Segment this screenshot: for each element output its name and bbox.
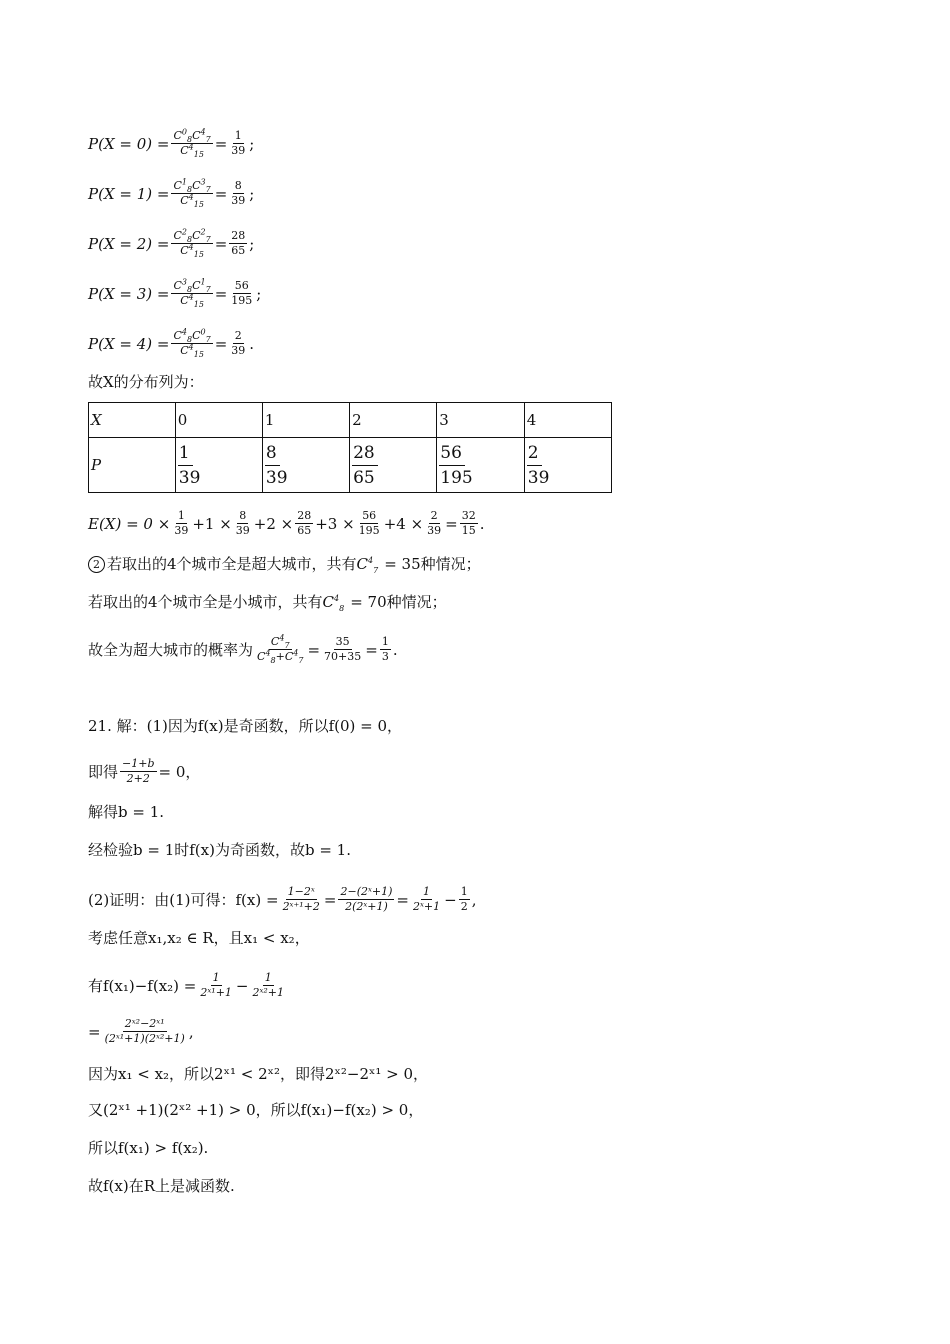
frac-den: 39 (231, 194, 246, 207)
frac-den: 2+2 (126, 772, 150, 785)
frac-den: (2ˣ¹+1)(2ˣ²+1) (104, 1032, 185, 1045)
fraction (357, 510, 382, 537)
frac-den: 15 (461, 524, 476, 537)
frac-num: 1−2ˣ (287, 885, 315, 898)
fraction (172, 510, 190, 537)
term-op: +1 × (192, 514, 232, 533)
frac-den: 2ˣ+1 (412, 900, 441, 913)
q21-line6 (88, 928, 310, 948)
equals: = (214, 334, 228, 353)
frac-num: 2 (234, 329, 242, 342)
q21-line1 (88, 716, 402, 736)
frac-num: 28 (297, 509, 312, 522)
part2-line1 (88, 554, 481, 574)
probability-lhs: P(X = 1) = (88, 184, 170, 203)
table-cell: 3 (437, 403, 524, 438)
combination: $C^4_8$ (322, 593, 345, 613)
frac-den: $C^4_{15}$ (180, 192, 204, 210)
fraction (459, 886, 470, 913)
frac-den: 2ˣ⁺¹+2 (282, 900, 320, 913)
frac-num: 1 (178, 442, 193, 466)
table-row (89, 403, 612, 438)
fraction (229, 280, 254, 307)
probability-lhs: P(X = 2) = (88, 234, 170, 253)
expectation-lhs: E(X) = 0 × (88, 514, 171, 533)
fraction (103, 1018, 187, 1045)
frac-den: 39 (265, 467, 288, 488)
part2-text: 若取出的4个城市全是小城市，共有 (88, 593, 323, 611)
frac-den: 2ˣ²+1 (252, 986, 285, 999)
fraction (265, 442, 289, 489)
fraction (250, 972, 286, 999)
fraction (178, 442, 202, 489)
part2-text: 若取出的4个城市全是超大城市，共有 (107, 555, 357, 573)
fraction (120, 758, 156, 785)
fraction (229, 330, 247, 357)
frac-num: 2 (430, 509, 438, 522)
part2-line3: 故全为超大城市的概率为 $\frac{C^4_7}{C^4_8+C^4_7}$ = $\frac{35}{70+35}$ = $\frac{1}{3}$ . (88, 633, 398, 666)
frac-den: $C^4_{15}$ (180, 142, 204, 160)
punctuation: ; (256, 284, 262, 303)
frac-den: 195 (440, 467, 473, 488)
fraction (527, 442, 551, 489)
frac-den: 39 (427, 524, 442, 537)
frac-den: 195 (231, 294, 253, 307)
table-cell: X (89, 403, 176, 438)
frac-den: 39 (235, 524, 250, 537)
fraction (411, 886, 442, 913)
punctuation: ; (249, 134, 255, 153)
q21-line8: = $\frac{\text{2ˣ²−2ˣ¹}}{\text{(2ˣ¹+1)(2ˣ²+1)}}$ , (88, 1017, 194, 1045)
punctuation: ; (249, 184, 255, 203)
fraction (198, 972, 234, 999)
frac-den: 2ˣ¹+1 (200, 986, 232, 999)
frac-num: 1 (460, 885, 468, 898)
q21-text: 经检验b = 1时f(x)为奇函数，故b = 1. (88, 841, 351, 859)
frac-num: 8 (265, 442, 280, 466)
q21-line4 (88, 840, 351, 860)
probability-line (88, 277, 262, 310)
q21-line9 (88, 1064, 428, 1084)
frac-den: 39 (231, 344, 246, 357)
equals: = (214, 184, 228, 203)
fraction (229, 180, 247, 207)
frac-num: 2 (527, 442, 542, 466)
frac-num: 56 (439, 442, 465, 466)
table-row (89, 438, 612, 493)
period: . (479, 514, 485, 533)
frac-num: 35 (335, 635, 350, 648)
frac-num: $C^4_7$ (270, 633, 290, 651)
frac-num: 28 (352, 442, 378, 466)
frac-num: $C^4_8C^0_7$ (173, 327, 211, 345)
q21-text: 解得b = 1. (88, 803, 165, 821)
fraction (352, 442, 378, 489)
table-cell (437, 438, 524, 493)
frac-den: 39 (231, 144, 246, 157)
q21-text: 21. 解：(1)因为f(x)是奇函数，所以f(0) = 0， (88, 717, 403, 735)
q21-text: (2)证明：由(1)可得：f(x) = (88, 890, 279, 909)
part2-text: 故全为超大城市的概率为 (88, 640, 254, 659)
equals: = (214, 284, 228, 303)
frac-den: 2(2ˣ+1) (345, 900, 388, 913)
term-op: +2 × (253, 514, 294, 533)
part2-line2 (88, 592, 447, 612)
fraction (171, 227, 212, 260)
frac-den: 195 (358, 524, 380, 537)
q21-line5: (2)证明：由(1)可得：f(x) = $\frac{\text{1−2ˣ}}{\text{2ˣ⁺¹+2}}$ = $\frac{\text{2−(2ˣ+1)}}{\text{2(2ˣ+1)}}$ = $\frac{1}{\text{2ˣ+1}}$ − $\frac{1}{2}$ , (88, 885, 477, 913)
term-op: +4 × (383, 514, 424, 533)
table-cell: P (89, 438, 176, 493)
dist-intro-text: 故X的分布列为： (88, 373, 204, 391)
period: . (392, 640, 398, 659)
part2-text: = 35种情况； (384, 555, 481, 573)
frac-den: $C^4_8+C^4_7$ (257, 648, 304, 666)
frac-den: 39 (174, 524, 189, 537)
circled-number: 2 (88, 556, 105, 573)
combination: $C^4_7$ (356, 555, 379, 575)
q21-text: 考虑任意x₁,x₂ ∈ R，且x₁ < x₂， (88, 929, 310, 947)
q21-line3 (88, 802, 164, 822)
frac-num: 56 (362, 509, 377, 522)
distribution-table (88, 402, 612, 493)
fraction (295, 510, 313, 537)
q21-line10 (88, 1100, 423, 1120)
frac-den: 2 (460, 900, 468, 913)
term-op: +3 × (315, 514, 355, 533)
frac-num: $C^1_8C^3_7$ (173, 177, 211, 195)
fraction (229, 230, 247, 257)
probability-lhs: P(X = 4) = (88, 334, 170, 353)
punctuation: ; (249, 234, 255, 253)
table-cell (262, 438, 349, 493)
q21-text: 又(2ˣ¹ +1)(2ˣ² +1) > 0，所以f(x₁)−f(x₂) > 0， (88, 1101, 424, 1119)
frac-num: −1+b (122, 757, 155, 770)
frac-num: 56 (234, 279, 249, 292)
equals: = (214, 134, 228, 153)
fraction (380, 636, 391, 663)
fraction (460, 510, 478, 537)
fraction (234, 510, 252, 537)
dist-intro (88, 372, 204, 392)
frac-num: 8 (234, 179, 242, 192)
frac-num: $C^3_8C^1_7$ (173, 277, 211, 295)
frac-den: $C^4_{15}$ (180, 342, 204, 360)
fraction (425, 510, 443, 537)
frac-num: 1 (423, 885, 431, 898)
fraction (171, 277, 212, 310)
table-cell: 2 (350, 403, 437, 438)
fraction (338, 886, 394, 913)
fraction (171, 177, 212, 210)
probability-lhs: P(X = 0) = (88, 134, 170, 153)
fraction (322, 636, 363, 663)
table-cell: 0 (175, 403, 262, 438)
table-cell (350, 438, 437, 493)
q21-text: 有f(x₁)−f(x₂) = (88, 976, 197, 995)
frac-num: $C^2_8C^2_7$ (173, 227, 211, 245)
fraction (281, 886, 322, 913)
q21-line12 (88, 1176, 235, 1196)
q21-text: 所以f(x₁) > f(x₂). (88, 1139, 209, 1157)
q21-line2 (88, 758, 200, 785)
probability-line (88, 177, 255, 210)
q21-line11 (88, 1138, 208, 1158)
part2-text: = 70种情况； (350, 593, 447, 611)
table-cell: 1 (262, 403, 349, 438)
frac-num: 32 (461, 509, 476, 522)
fraction (255, 633, 305, 666)
frac-den: 39 (527, 467, 550, 488)
frac-num: 1 (381, 635, 389, 648)
frac-num: 8 (239, 509, 247, 522)
frac-num: 1 (264, 971, 272, 984)
fraction (171, 327, 212, 360)
frac-num: 28 (231, 229, 246, 242)
frac-num: 1 (177, 509, 185, 522)
equals: = (214, 234, 228, 253)
q21-text: 即得 (88, 762, 119, 781)
frac-num: 2−(2ˣ+1) (340, 885, 393, 898)
frac-den: 65 (231, 244, 246, 257)
q21-text: = 0， (158, 762, 201, 781)
table-cell: 4 (524, 403, 611, 438)
frac-den: 65 (353, 467, 375, 488)
table-cell (524, 438, 611, 493)
frac-num: 1 (234, 129, 242, 142)
frac-den: 39 (178, 467, 201, 488)
fraction (439, 442, 473, 489)
frac-num: 2ˣ²−2ˣ¹ (124, 1017, 165, 1030)
punctuation: . (249, 334, 255, 353)
probability-lhs: P(X = 3) = (88, 284, 170, 303)
q21-text: 因为x₁ < x₂，所以2ˣ¹ < 2ˣ²，即得2ˣ²−2ˣ¹ > 0， (88, 1065, 429, 1083)
probability-line (88, 227, 255, 260)
table-cell (175, 438, 262, 493)
q21-text: 故f(x)在R上是减函数. (88, 1177, 235, 1195)
probability-line (88, 327, 255, 360)
equals: = (445, 514, 458, 533)
expectation-line (88, 510, 485, 537)
fraction (171, 127, 212, 160)
fraction (229, 130, 247, 157)
frac-den: $C^4_{15}$ (180, 242, 204, 260)
probability-line (88, 127, 255, 160)
q21-line7: 有f(x₁)−f(x₂) = $\frac{1}{\text{2ˣ¹+1}}$ − $\frac{1}{\text{2ˣ²+1}}$ (88, 971, 285, 999)
frac-num: $C^0_8C^4_7$ (173, 127, 211, 145)
frac-num: 1 (212, 971, 220, 984)
frac-den: 3 (381, 650, 389, 663)
frac-den: $C^4_{15}$ (180, 292, 204, 310)
frac-den: 65 (297, 524, 312, 537)
frac-den: 70+35 (324, 650, 362, 663)
